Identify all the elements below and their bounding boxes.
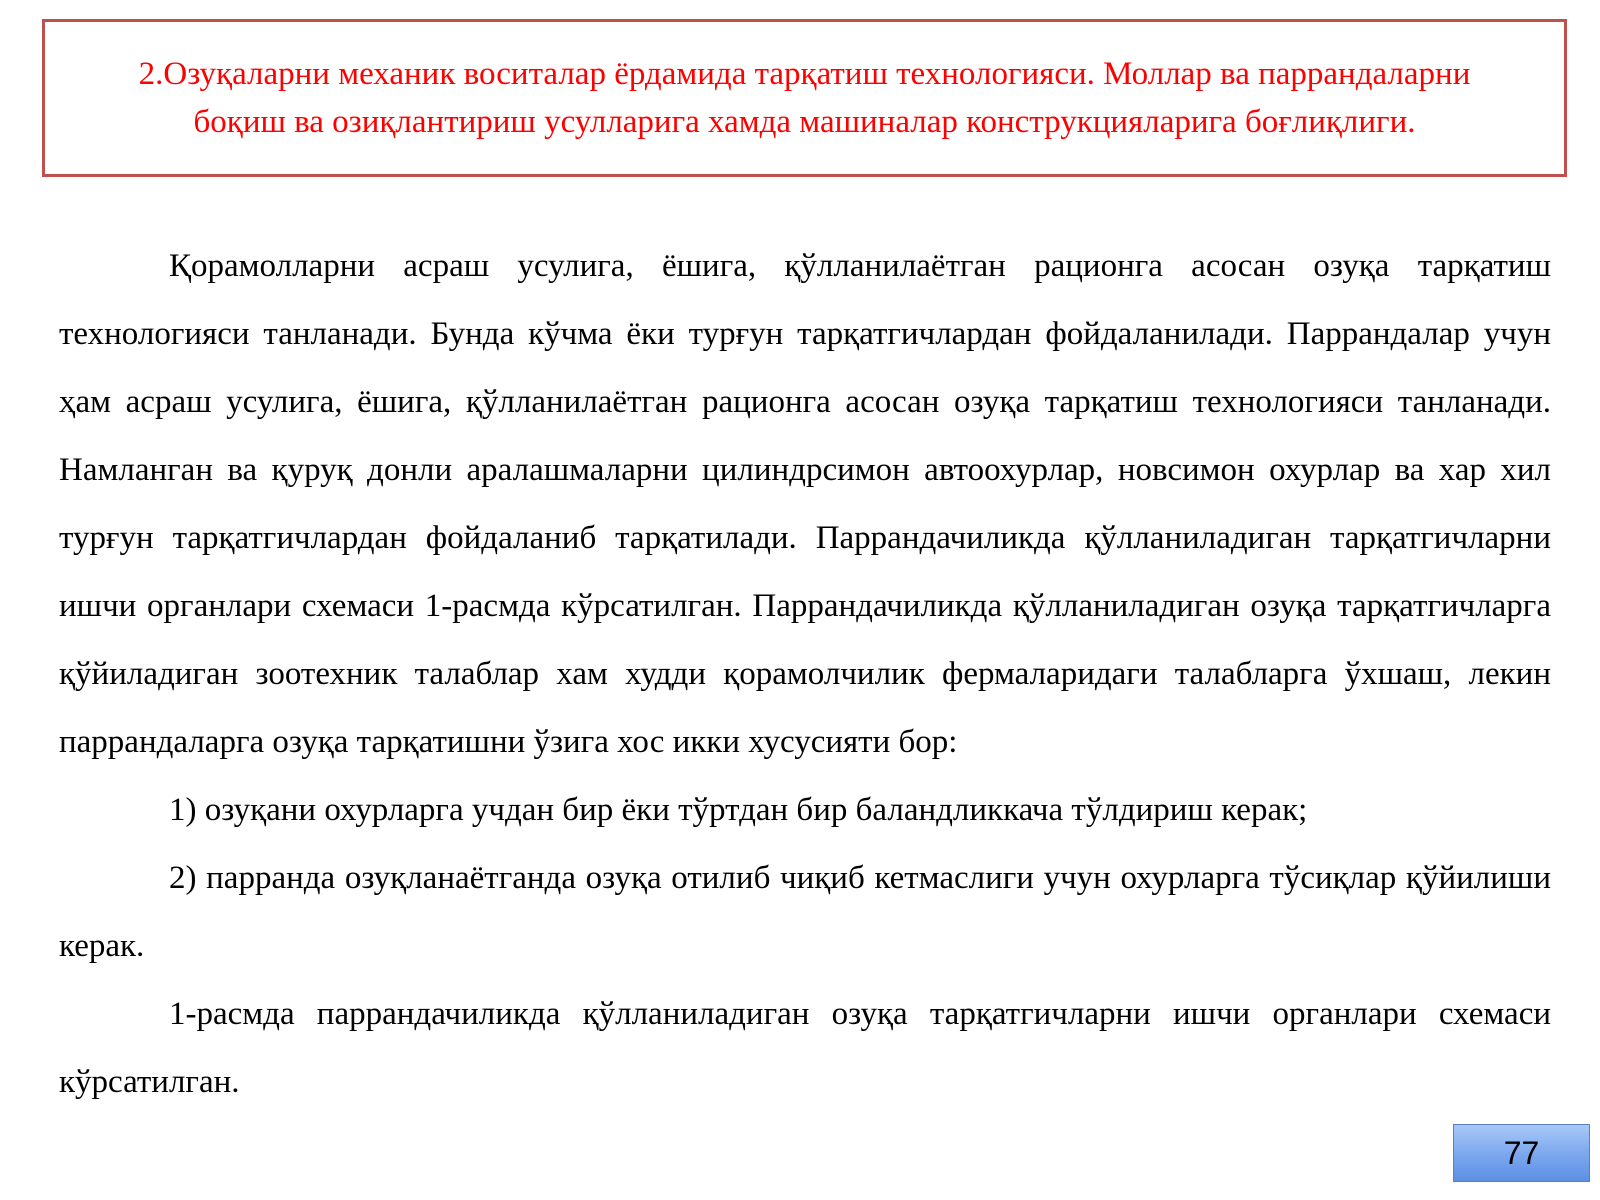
- page-number: 77: [1503, 1134, 1540, 1171]
- paragraph-figure-reference: 1-расмда паррандачиликда қўлланиладиган озуқа тарқатгичларни ишчи органлари схемаси кўрсатилган.: [59, 996, 1551, 1100]
- section-title: 2.Озуқаларни механик воситалар ёрдамида тарқатиш технологияси. Моллар ва паррандаларни боқиш ва озиқлантириш усулларига хамда машиналар конструкцияларига боғлиқлиги.: [138, 56, 1471, 140]
- list-item-2: 2) парранда озуқланаётганда озуқа отилиб чиқиб кетмаслиги учун охурларга тўсиқлар қўйилиши керак.: [59, 860, 1551, 964]
- title-box: [42, 19, 1567, 177]
- document-body: [59, 232, 1551, 1116]
- paragraph-intro: Қорамолларни асраш усулига, ёшига, қўлланилаётган рационга асосан озуқа тарқатиш технологияси танланади. Бунда кўчма ёки турғун тарқатгичлардан фойдаланилади. Паррандалар учун ҳам асраш усулига, ёшига, қўлланилаётган рационга асосан озуқа тарқатиш технологияси танланади. Намланган ва қуруқ донли аралашмаларни цилиндрсимон автоохурлар, новсимон охурлар ва хар хил турғун тарқатгичлардан фойдаланиб тарқатилади. Паррандачиликда қўлланиладиган тарқатгичларни ишчи органлари схемаси 1-расмда кўрсатилган. Паррандачиликда қўлланиладиган озуқа тарқатгичларга қўйиладиган зоотехник талаблар хам худди қорамолчилик фермаларидаги талабларга ўхшаш, лекин паррандаларга озуқа тарқатишни ўзига хос икки хусусияти бор:: [59, 248, 1551, 760]
- list-item-1: 1) озуқани охурларга учдан бир ёки тўртдан бир баландликкача тўлдириш керак;: [169, 792, 1308, 828]
- page-number-badge: [1453, 1124, 1590, 1182]
